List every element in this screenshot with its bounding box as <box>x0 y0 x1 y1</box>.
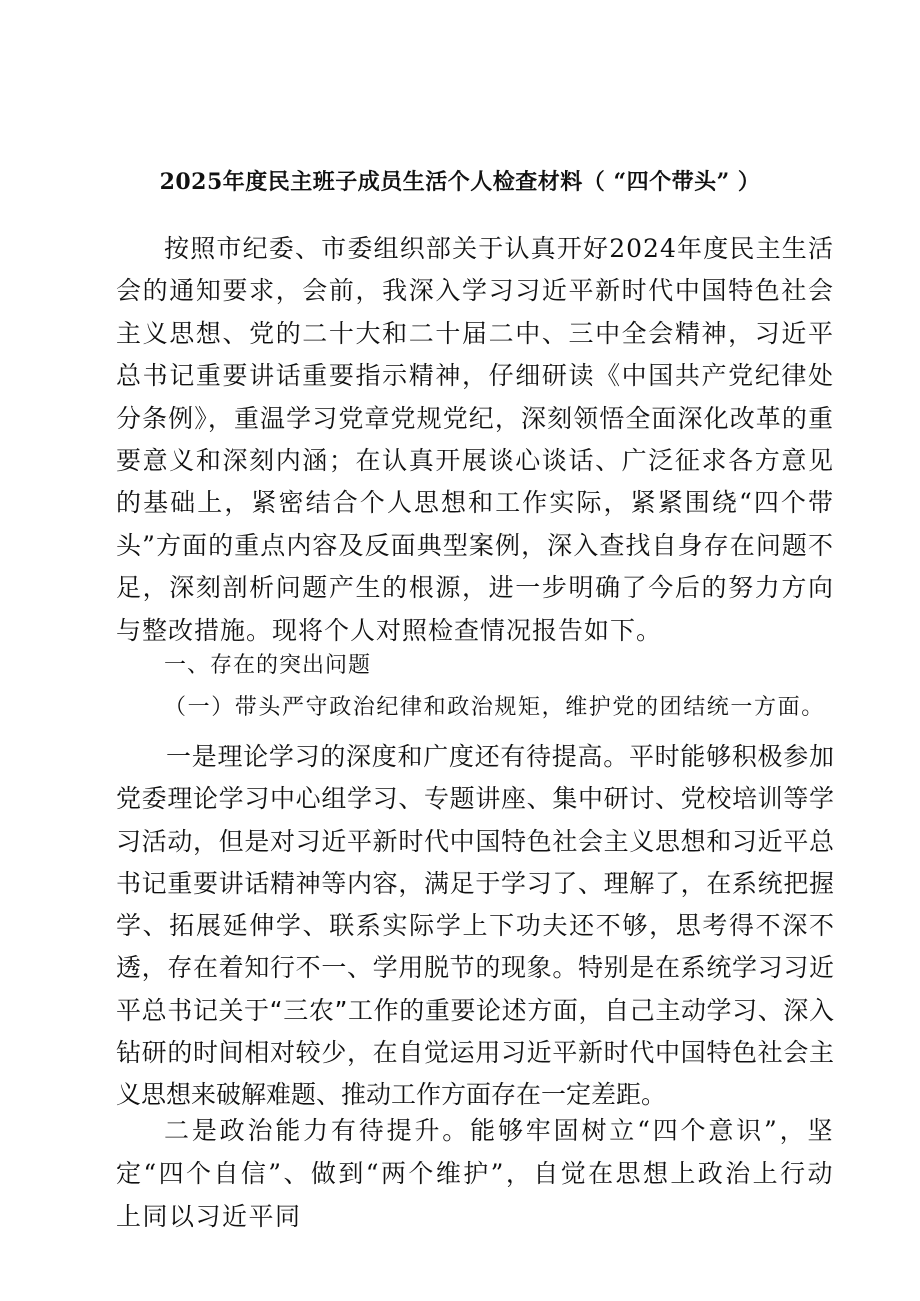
subsection-heading-political-discipline: （一）带头严守政治纪律和政治规矩，维护党的团结统一方面。 <box>164 695 825 720</box>
document-title: 2025年度民主班子成员生活个人检查材料（ “四个带头” ） <box>159 169 761 195</box>
intro-paragraph: 按照市纪委、市委组织部关于认真开好2024年度民主生活会的通知要求，会前，我深入学习习近平新时代中国特色社会主义思想、党的二十大和二十届二中、三中全会精神，习近平总书记重要讲话重要指示精神，仔细研读《中国共产党纪律处分条例》，重温学习党章党规党纪，深刻领悟全面深化改革的重要意义和深刻内涵；在认真开展谈心谈话、广泛征求各方意见的基础上，紧密结合个人思想和工作实际，紧紧围绕“四个带头”方面的重点内容及反面典型案例，深入查找自身存在问题不足，深刻剖析问题产生的根源，进一步明确了今后的努力方向与整改措施。现将个人对照检查情况报告如下。 <box>116 234 834 645</box>
paragraph-political-ability: 二是政治能力有待提升。能够牢固树立“四个意识”，坚定“四个自信”、做到“两个维护”，自觉在思想上政治上行动上同以习近平同 <box>116 1116 834 1231</box>
section-heading-problems: 一、存在的突出问题 <box>164 653 372 678</box>
paragraph-theory-study: 一是理论学习的深度和广度还有待提高。平时能够积极参加党委理论学习中心组学习、专题讲座、集中研讨、党校培训等学习活动，但是对习近平新时代中国特色社会主义思想和习近平总书记重要讲话精神等内容，满足于学习了、理解了，在系统把握学、拓展延伸学、联系实际学上下功夫还不够，思考得不深不透，存在着知行不一、学用脱节的现象。特别是在系统学习习近平总书记关于“三农”工作的重要论述方面，自己主动学习、深入钻研的时间相对较少，在自觉运用习近平新时代中国特色社会主义思想来破解难题、推动工作方面存在一定差距。 <box>116 742 834 1110</box>
